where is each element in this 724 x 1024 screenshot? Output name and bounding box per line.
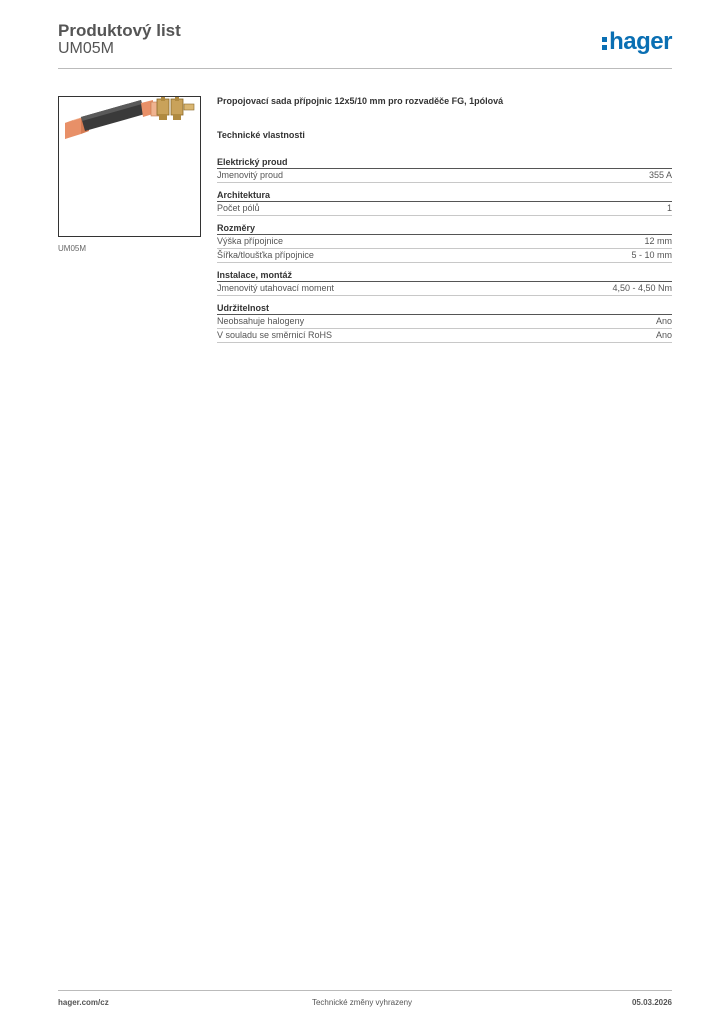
spec-value: 1 xyxy=(666,203,672,213)
product-code: UM05M xyxy=(58,40,115,57)
spec-row xyxy=(217,235,672,249)
section-title: Udržitelnost xyxy=(217,302,672,315)
section-architecture xyxy=(217,189,672,216)
section-sustainability xyxy=(217,302,672,343)
spec-row xyxy=(217,249,672,263)
spec-label: V souladu se směrnicí RoHS xyxy=(217,330,333,340)
section-title: Rozměry xyxy=(217,222,672,235)
product-description: Propojovací sada přípojnic 12x5/10 mm pro rozvaděče FG, 1pólová xyxy=(217,96,504,106)
tech-heading: Technické vlastnosti xyxy=(217,130,305,140)
spec-row xyxy=(217,169,672,183)
product-image xyxy=(58,96,201,237)
spec-label: Jmenovitý utahovací moment xyxy=(217,283,335,293)
spec-value: Ano xyxy=(655,316,672,326)
spec-label: Počet pólů xyxy=(217,203,260,213)
spec-row xyxy=(217,202,672,216)
footer-divider xyxy=(58,990,672,991)
image-caption: UM05M xyxy=(58,244,87,253)
section-title: Instalace, montáž xyxy=(217,269,672,282)
section-electric-current xyxy=(217,156,672,183)
spec-value: 4,50 - 4,50 Nm xyxy=(612,283,672,293)
spec-row xyxy=(217,282,672,296)
section-installation xyxy=(217,269,672,296)
header-divider xyxy=(58,68,672,69)
spec-row xyxy=(217,329,672,343)
footer-notice: Technické změny vyhrazeny xyxy=(311,998,413,1007)
section-title: Architektura xyxy=(217,189,672,202)
page-title: Produktový list xyxy=(58,21,181,40)
spec-value: 12 mm xyxy=(644,236,672,246)
spec-label: Neobsahuje halogeny xyxy=(217,316,305,326)
spec-content xyxy=(217,96,672,349)
section-dimensions xyxy=(217,222,672,263)
busbar-illustration xyxy=(59,97,200,236)
spec-value: 5 - 10 mm xyxy=(631,250,672,260)
footer-website-link[interactable]: hager.com/cz xyxy=(58,998,109,1007)
spec-label: Výška přípojnice xyxy=(217,236,284,246)
logo-dots-icon xyxy=(602,34,608,50)
spec-value: Ano xyxy=(655,330,672,340)
spec-value: 355 A xyxy=(648,170,672,180)
spec-label: Jmenovitý proud xyxy=(217,170,284,180)
footer-date: 05.03.2026 xyxy=(631,998,672,1007)
hager-logo: hager xyxy=(602,28,672,56)
spec-row xyxy=(217,315,672,329)
section-title: Elektrický proud xyxy=(217,156,672,169)
spec-label: Šířka/tloušťka přípojnice xyxy=(217,250,314,260)
